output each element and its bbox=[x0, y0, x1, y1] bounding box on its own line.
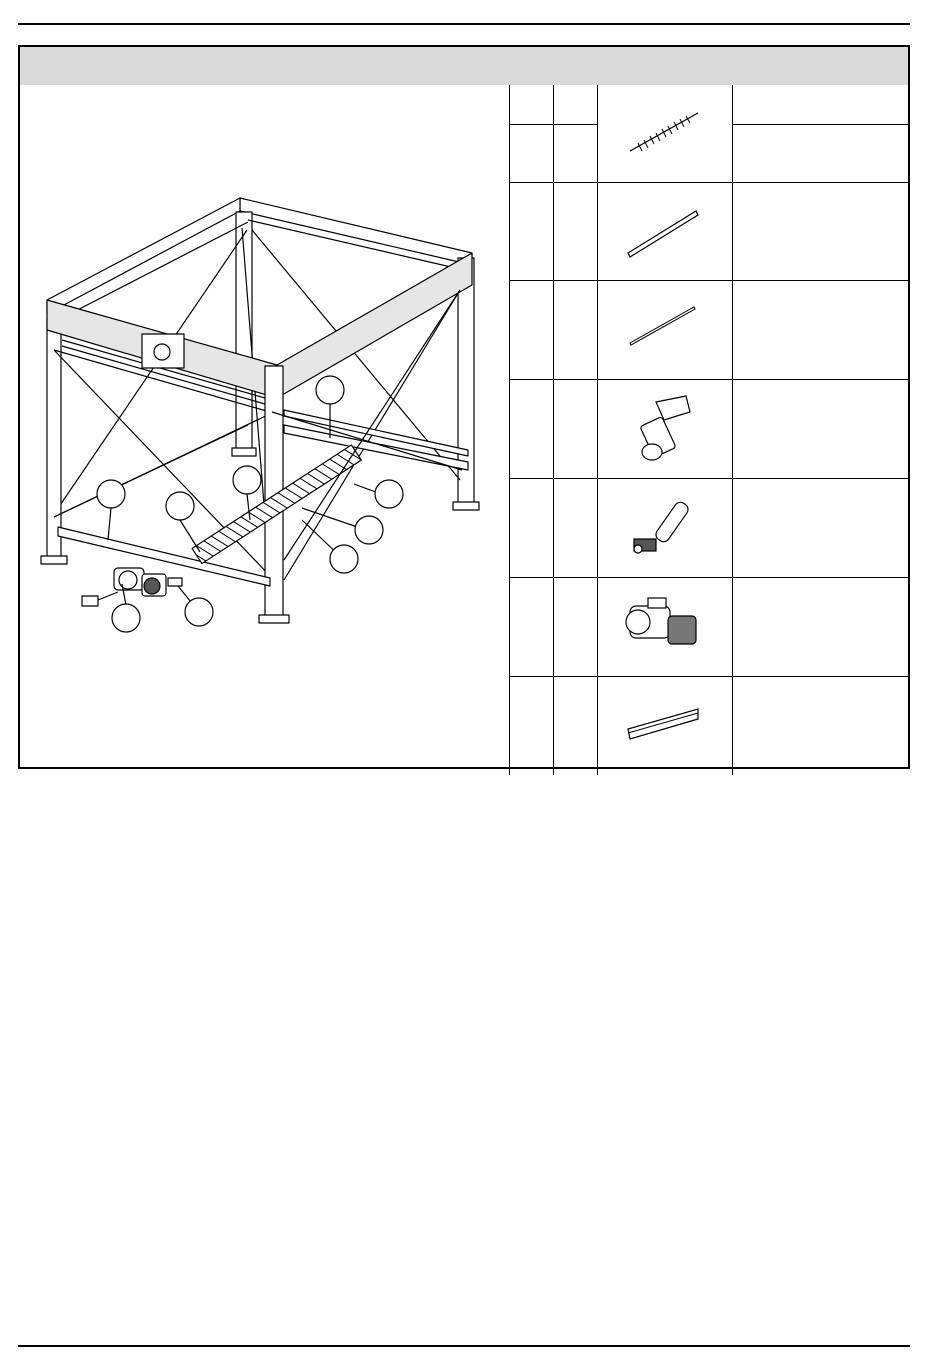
row-description bbox=[733, 183, 908, 281]
row-pos bbox=[510, 479, 554, 578]
auger-screw-icon bbox=[598, 85, 732, 182]
callout-circle bbox=[97, 480, 125, 508]
part-image-cell bbox=[598, 380, 733, 479]
content-box bbox=[18, 85, 910, 769]
callout-circle bbox=[166, 492, 194, 520]
callout-circle bbox=[330, 545, 358, 573]
header-pos bbox=[510, 85, 554, 124]
gear-motor-icon bbox=[598, 578, 732, 676]
part-image-cell bbox=[598, 578, 733, 677]
silo-frame-illustration bbox=[20, 85, 509, 767]
row-pos bbox=[510, 380, 554, 479]
callout-circle bbox=[185, 598, 213, 626]
table-row bbox=[510, 183, 909, 281]
part-image-cell bbox=[598, 183, 733, 281]
row-qty bbox=[553, 578, 598, 677]
header-qty bbox=[553, 85, 598, 124]
row-qty bbox=[553, 479, 598, 578]
part-image-cell bbox=[598, 677, 733, 776]
row-description bbox=[733, 677, 908, 776]
row-qty bbox=[553, 380, 598, 479]
angle-profile-icon bbox=[598, 677, 732, 775]
callout-circle bbox=[233, 466, 261, 494]
header-description bbox=[733, 85, 908, 124]
row-pos bbox=[510, 677, 554, 776]
auger-inlet-housing-icon bbox=[598, 380, 732, 478]
row-description bbox=[733, 281, 908, 380]
row-qty bbox=[553, 281, 598, 380]
row-pos bbox=[510, 281, 554, 380]
part-image-cell bbox=[598, 85, 733, 183]
table-row bbox=[510, 281, 909, 380]
row-description bbox=[733, 124, 908, 182]
callout-circle bbox=[355, 516, 383, 544]
table-row bbox=[510, 578, 909, 677]
row-qty bbox=[553, 183, 598, 281]
row-qty bbox=[553, 677, 598, 776]
table-row bbox=[510, 479, 909, 578]
bottom-rule bbox=[18, 1345, 910, 1347]
row-description bbox=[733, 380, 908, 479]
table-header-row bbox=[510, 85, 909, 124]
thin-rod-icon bbox=[598, 281, 732, 379]
parts-table bbox=[509, 85, 908, 775]
top-rule bbox=[18, 23, 910, 25]
callout-circle bbox=[375, 480, 403, 508]
auger-outlet-tube-icon bbox=[598, 479, 732, 577]
tube-rod-icon bbox=[598, 183, 732, 280]
row-pos bbox=[510, 578, 554, 677]
table-row bbox=[510, 677, 909, 776]
part-image-cell bbox=[598, 479, 733, 578]
row-description bbox=[733, 479, 908, 578]
row-pos bbox=[510, 183, 554, 281]
row-qty bbox=[553, 124, 598, 182]
part-image-cell bbox=[598, 281, 733, 380]
row-pos bbox=[510, 124, 554, 182]
section-header bbox=[18, 45, 910, 87]
callout-circle bbox=[316, 376, 344, 404]
callout-circle bbox=[112, 604, 140, 632]
row-description bbox=[733, 578, 908, 677]
table-row bbox=[510, 380, 909, 479]
